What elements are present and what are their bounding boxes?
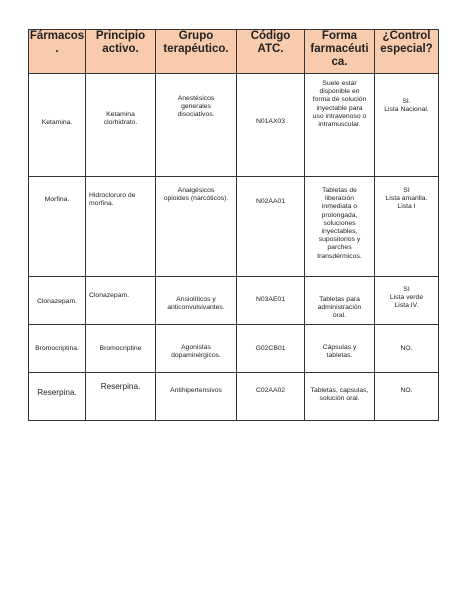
header-farmacos: Fármacos . [29,30,86,74]
table-row [29,177,439,277]
cell-control: SI. Lista Nacional. [375,74,439,177]
cell-codigo: N02AA01 [237,177,305,277]
cell-principio: Clonazepam. [86,277,156,325]
cell-farmaco: Bromocriptina. [29,325,86,373]
cell-control: SI Lista verde Lista IV. [375,277,439,325]
header-grupo-terapeutico: Grupo terapéutico. [156,30,237,74]
cell-codigo: N03AE01 [237,277,305,325]
cell-farmaco: Clonazepam. [29,277,86,325]
cell-principio: Reserpina. [86,373,156,421]
cell-control: NO. [375,325,439,373]
cell-forma: Cápsulas y tabletas. [305,325,375,373]
cell-forma: Tabletas de liberación inmediata o prolongada, soluciones inyectables, supositorios y parches transdérmicos. [305,177,375,277]
cell-control: SI Lista amarilla. Lista I [375,177,439,277]
cell-codigo: N01AX03 [237,74,305,177]
cell-principio: Ketamina clorhidrato. [86,74,156,177]
table-row [29,325,439,373]
header-principio-activo: Principio activo. [86,30,156,74]
table-row [29,373,439,421]
cell-codigo: G02CB01 [237,325,305,373]
cell-farmaco: Morfina. [29,177,86,277]
table-row [29,277,439,325]
cell-forma: Tabletas para administración oral. [305,277,375,325]
cell-principio: Hidrocloruro de morfina. [86,177,156,277]
cell-grupo: Antihipertensivos [156,373,237,421]
cell-grupo: Ansiolíticos y anticonvulsivantes. [156,277,237,325]
cell-grupo: Agonistas dopaminérgicos. [156,325,237,373]
table-row [29,74,439,177]
cell-forma: Tabletas, capsulas, solución oral. [305,373,375,421]
header-codigo-atc: Código ATC. [237,30,305,74]
cell-forma: Suele estar disponible en forma de solución inyectable para uso intravenoso o intramuscular. [305,74,375,177]
drug-table [28,29,439,421]
cell-farmaco: Reserpina. [29,373,86,421]
header-control-especial: ¿Control especial? [375,30,439,74]
cell-grupo: Anestésicos generales disociativos. [156,74,237,177]
table-header-row [29,30,439,74]
header-forma-farmaceutica: Forma farmacéuti ca. [305,30,375,74]
cell-codigo: C02AA02 [237,373,305,421]
cell-principio: Bromocriptine [86,325,156,373]
cell-grupo: Analgésicos opioides (narcóticos). [156,177,237,277]
cell-control: NO. [375,373,439,421]
cell-farmaco: Ketamina. [29,74,86,177]
